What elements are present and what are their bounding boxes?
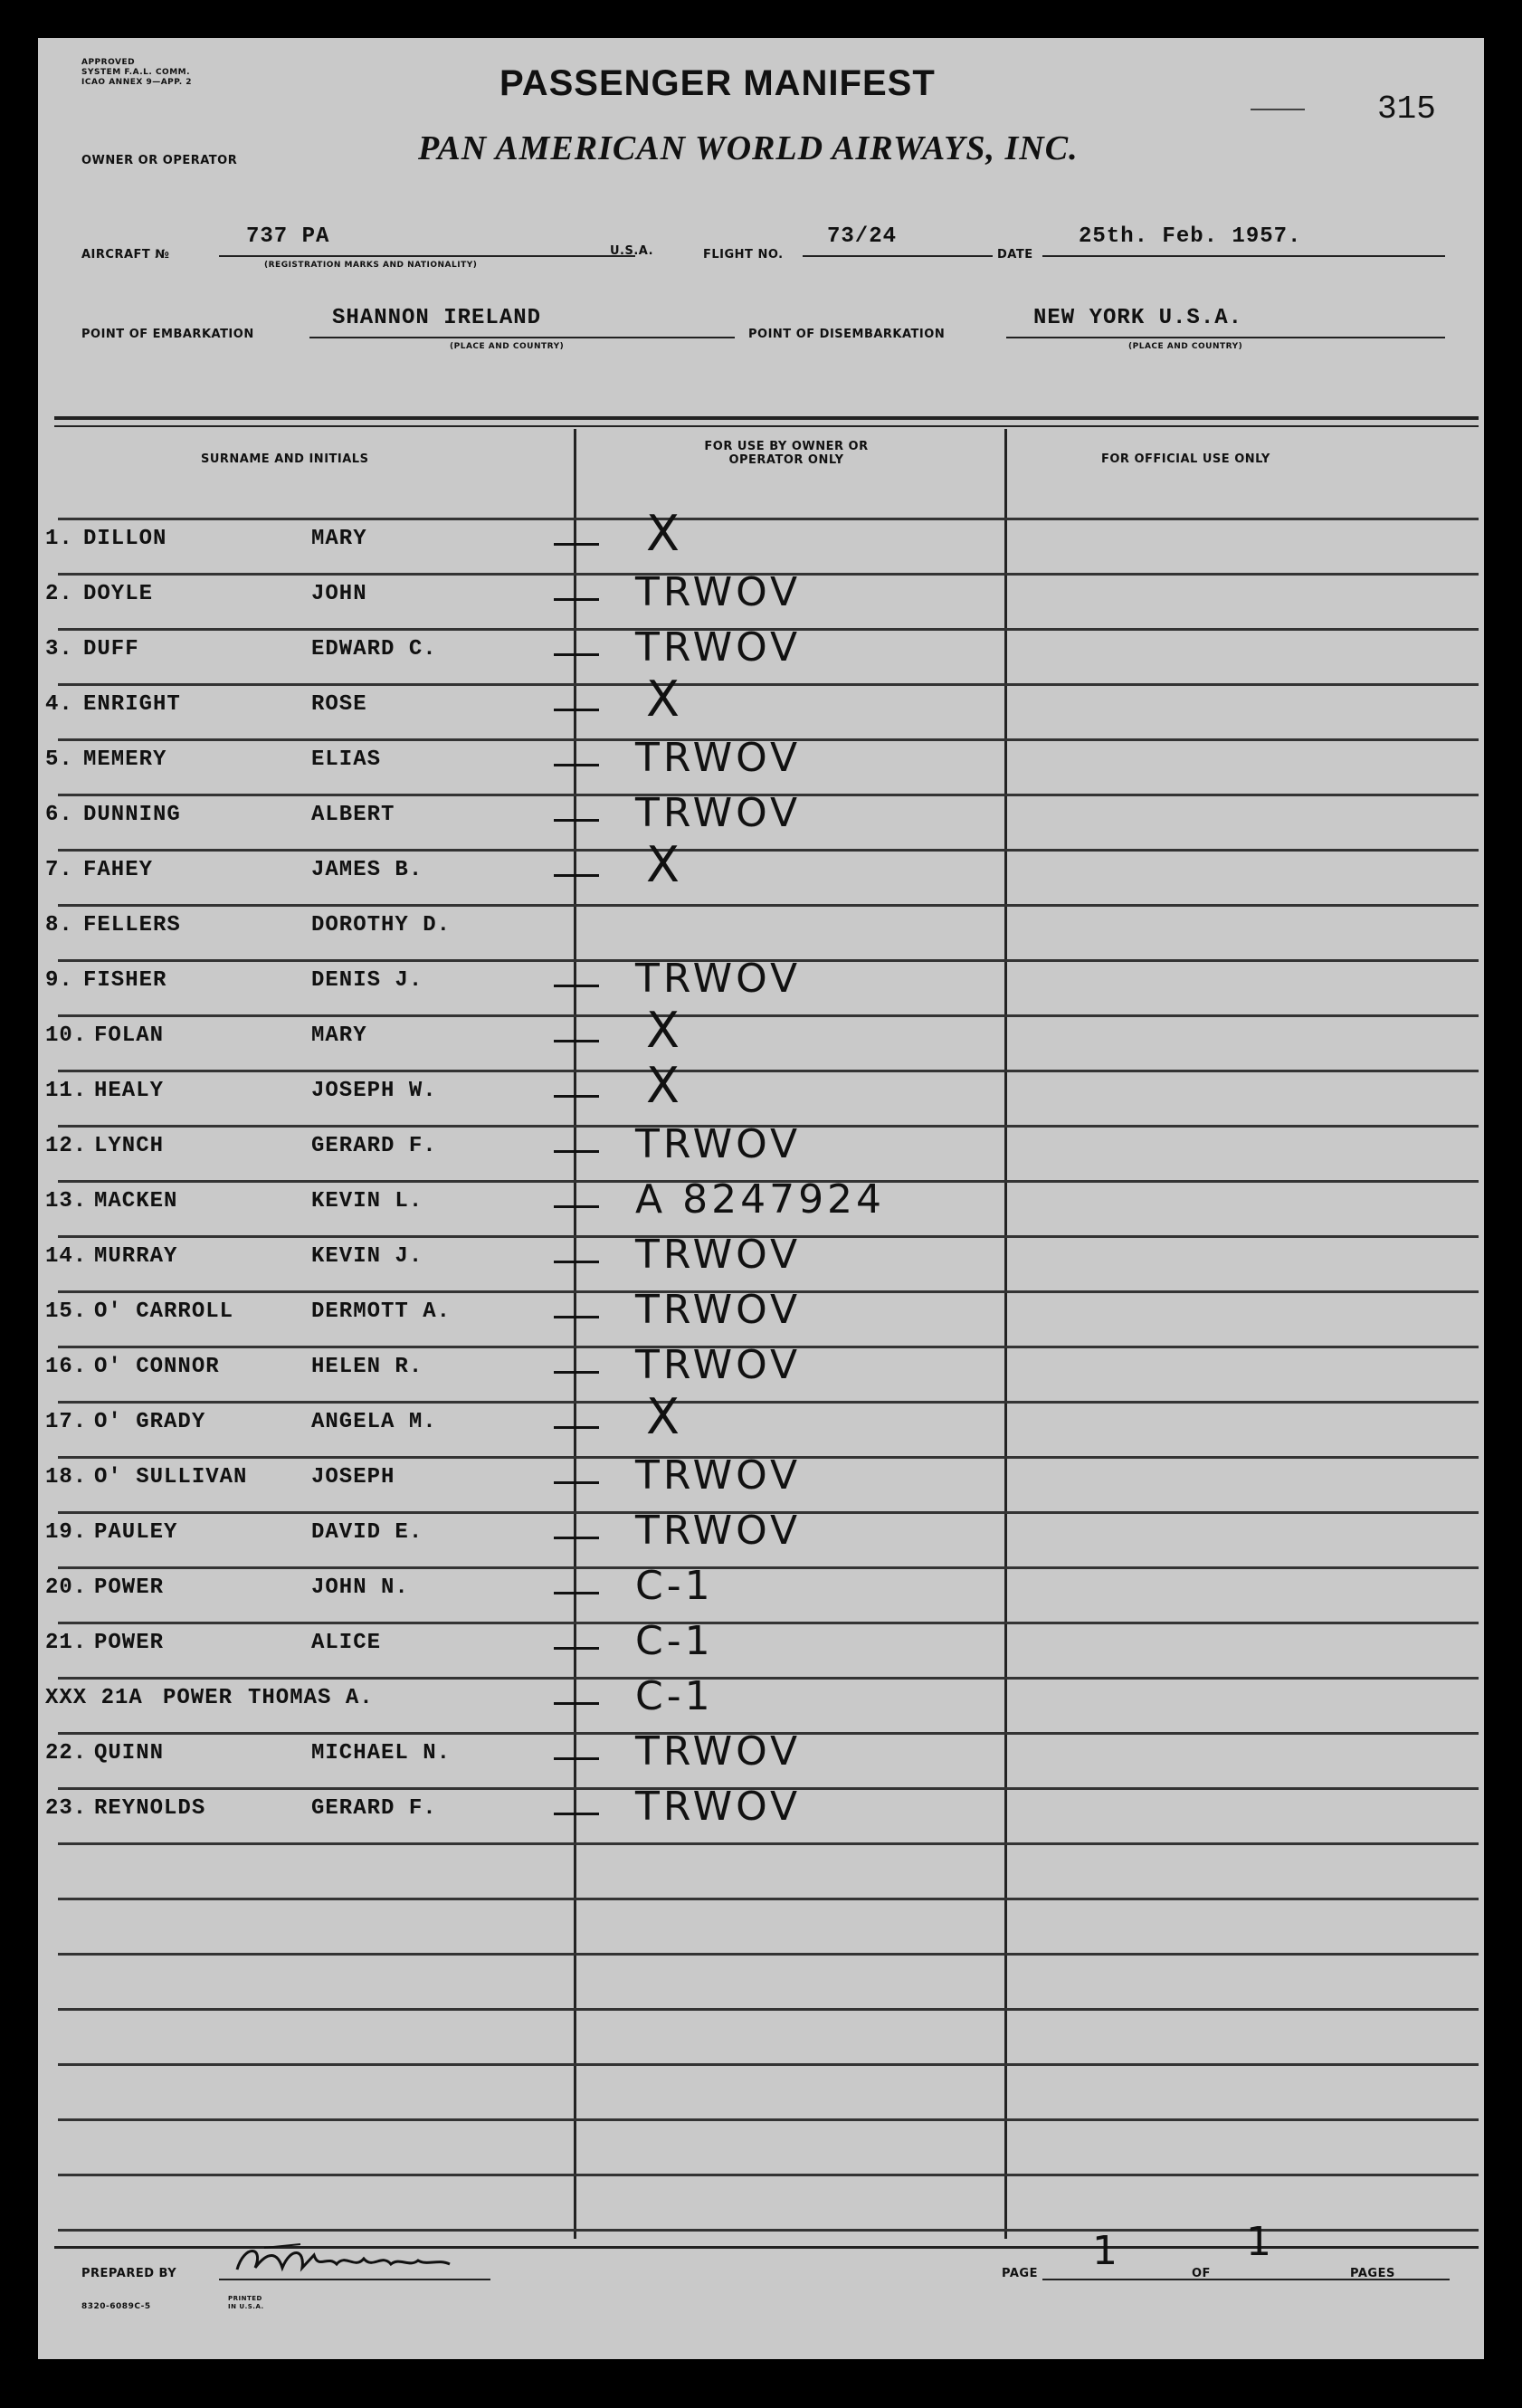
page-label: PAGE <box>1002 2267 1038 2280</box>
passenger-surname: O' GRADY <box>94 1410 206 1434</box>
owner-label: OWNER OR OPERATOR <box>81 154 238 167</box>
passenger-surname: DOYLE <box>83 582 154 606</box>
passenger-number: 12. <box>45 1134 88 1158</box>
passenger-number: 5. <box>45 747 73 772</box>
check-dash <box>554 1261 599 1263</box>
row-rule <box>58 1842 1479 1845</box>
approval-line: ICAO ANNEX 9—APP. 2 <box>81 78 193 87</box>
passenger-given-name: JAMES B. <box>311 858 423 882</box>
passenger-given-name: ALICE <box>311 1631 382 1655</box>
check-dash <box>554 874 599 877</box>
passenger-given-name: KEVIN J. <box>311 1244 423 1269</box>
passenger-surname: REYNOLDS <box>94 1796 206 1821</box>
passenger-number: 18. <box>45 1465 88 1490</box>
of-label: OF <box>1192 2267 1211 2280</box>
check-dash <box>554 598 599 601</box>
passenger-number: 14. <box>45 1244 88 1269</box>
passenger-given-name: JOHN N. <box>311 1575 409 1600</box>
passenger-surname: ENRIGHT <box>83 692 181 717</box>
passenger-surname: QUINN <box>94 1741 165 1766</box>
row-rule <box>58 1070 1479 1072</box>
status-mark: C-1 <box>635 1673 714 1719</box>
form-code: 8320-6089C-5 <box>81 2302 151 2311</box>
passenger-number: 3. <box>45 637 73 661</box>
status-mark: TRWOV <box>635 790 802 836</box>
status-mark: TRWOV <box>635 569 802 615</box>
passenger-given-name: ROSE <box>311 692 367 717</box>
page-title: PASSENGER MANIFEST <box>499 63 936 103</box>
passenger-given-name: MARY <box>311 527 367 551</box>
check-dash <box>554 1592 599 1594</box>
check-dash <box>554 709 599 711</box>
passenger-surname: MEMERY <box>83 747 167 772</box>
status-mark: TRWOV <box>635 1232 802 1278</box>
row-rule <box>58 2008 1479 2011</box>
status-mark: C-1 <box>635 1563 714 1609</box>
passenger-given-name: KEVIN L. <box>311 1189 423 1214</box>
check-dash <box>554 1481 599 1484</box>
passenger-given-name: ALBERT <box>311 803 395 827</box>
row-rule <box>58 2063 1479 2066</box>
passenger-number: 6. <box>45 803 73 827</box>
status-mark: TRWOV <box>635 1121 802 1167</box>
passenger-given-name: THOMAS A. <box>248 1686 374 1710</box>
check-dash <box>554 985 599 987</box>
passenger-given-name: MICHAEL N. <box>311 1741 452 1766</box>
check-dash <box>554 1426 599 1429</box>
passenger-number: 4. <box>45 692 73 717</box>
flight-label: FLIGHT NO. <box>703 248 784 262</box>
status-mark: TRWOV <box>635 1728 802 1775</box>
check-dash <box>554 1371 599 1374</box>
passenger-surname: O' SULLIVAN <box>94 1465 248 1490</box>
passenger-given-name: JOSEPH W. <box>311 1079 437 1103</box>
passenger-given-name: ELIAS <box>311 747 382 772</box>
passenger-surname: MACKEN <box>94 1189 178 1214</box>
passenger-given-name: DOROTHY D. <box>311 913 452 938</box>
passenger-number: 17. <box>45 1410 88 1434</box>
table-top-rule-thin <box>54 425 1479 427</box>
passenger-surname: DUFF <box>83 637 139 661</box>
row-rule <box>58 1622 1479 1624</box>
row-rule <box>58 1677 1479 1680</box>
prepared-rule <box>219 2279 490 2280</box>
status-mark: X <box>646 1057 683 1114</box>
row-rule <box>58 1014 1479 1017</box>
check-dash <box>554 819 599 822</box>
check-dash <box>554 1316 599 1318</box>
disembark-note: (PLACE AND COUNTRY) <box>1128 342 1243 351</box>
passenger-number: 10. <box>45 1023 88 1048</box>
passenger-number: 1. <box>45 527 73 551</box>
check-dash <box>554 764 599 766</box>
passenger-given-name: DAVID E. <box>311 1520 423 1545</box>
row-rule <box>58 1566 1479 1569</box>
page-number: 315 <box>1377 90 1436 128</box>
status-mark: TRWOV <box>635 1287 802 1333</box>
passenger-surname: HEALY <box>94 1079 165 1103</box>
status-mark: X <box>646 836 683 893</box>
passenger-given-name: MARY <box>311 1023 367 1048</box>
passenger-number: 20. <box>45 1575 88 1600</box>
row-rule <box>58 1898 1479 1900</box>
passenger-number: 11. <box>45 1079 88 1103</box>
date-label: DATE <box>997 248 1033 262</box>
status-mark: TRWOV <box>635 735 802 781</box>
status-mark: X <box>646 1388 683 1445</box>
passenger-surname: O' CARROLL <box>94 1299 234 1324</box>
row-rule <box>58 2118 1479 2121</box>
passenger-number: 19. <box>45 1520 88 1545</box>
passenger-surname: POWER <box>94 1631 165 1655</box>
passenger-number: 7. <box>45 858 73 882</box>
prepared-label: PREPARED BY <box>81 2267 177 2280</box>
pages-label: PAGES <box>1350 2267 1395 2280</box>
disembark-rule <box>1006 337 1445 338</box>
row-rule <box>58 849 1479 852</box>
aircraft-value: 737 PA <box>246 224 330 249</box>
check-dash <box>554 1813 599 1815</box>
check-dash <box>554 1647 599 1650</box>
passenger-surname: O' CONNOR <box>94 1355 220 1379</box>
date-rule <box>1042 255 1445 257</box>
status-mark: TRWOV <box>635 1784 802 1830</box>
status-mark: TRWOV <box>635 1342 802 1388</box>
flight-rule <box>803 255 993 257</box>
check-dash <box>554 1040 599 1042</box>
passenger-surname: FAHEY <box>83 858 154 882</box>
passenger-surname: PAULEY <box>94 1520 178 1545</box>
status-mark: C-1 <box>635 1618 714 1664</box>
check-dash <box>554 1095 599 1098</box>
passenger-surname: FISHER <box>83 968 167 993</box>
status-mark: TRWOV <box>635 1452 802 1499</box>
passenger-number: XXX 21A <box>45 1686 143 1710</box>
row-rule <box>58 1953 1479 1956</box>
passenger-number: 16. <box>45 1355 88 1379</box>
passenger-given-name: GERARD F. <box>311 1134 437 1158</box>
disembark-value: NEW YORK U.S.A. <box>1033 306 1243 330</box>
passenger-given-name: JOHN <box>311 582 367 606</box>
status-mark: TRWOV <box>635 956 802 1002</box>
date-value: 25th. Feb. 1957. <box>1079 224 1302 249</box>
passenger-number: 13. <box>45 1189 88 1214</box>
check-dash <box>554 1150 599 1153</box>
row-rule <box>58 904 1479 907</box>
status-mark: TRWOV <box>635 624 802 671</box>
of-value: 1 <box>1246 2219 1275 2265</box>
passenger-surname: MURRAY <box>94 1244 178 1269</box>
check-dash <box>554 653 599 656</box>
embark-label: POINT OF EMBARKATION <box>81 328 254 341</box>
passenger-given-name: HELEN R. <box>311 1355 423 1379</box>
check-dash <box>554 543 599 546</box>
passenger-given-name: GERARD F. <box>311 1796 437 1821</box>
status-mark: TRWOV <box>635 1508 802 1554</box>
col-header-owner: FOR USE BY OWNER OR OPERATOR ONLY <box>704 440 869 467</box>
manifest-page <box>38 38 1484 2359</box>
passenger-given-name: EDWARD C. <box>311 637 437 661</box>
passenger-surname: POWER <box>94 1575 165 1600</box>
col-header-official: FOR OFFICIAL USE ONLY <box>1101 452 1270 466</box>
passenger-number: 2. <box>45 582 73 606</box>
passenger-number: 21. <box>45 1631 88 1655</box>
approval-block <box>81 58 192 88</box>
passenger-given-name: ANGELA M. <box>311 1410 437 1434</box>
passenger-surname: FELLERS <box>83 913 181 938</box>
embark-note: (PLACE AND COUNTRY) <box>450 342 565 351</box>
passenger-given-name: JOSEPH <box>311 1465 395 1490</box>
col-divider-2 <box>1004 429 1007 2239</box>
owner-name: PAN AMERICAN WORLD AIRWAYS, INC. <box>418 129 1079 167</box>
passenger-surname: FOLAN <box>94 1023 165 1048</box>
row-rule <box>58 518 1479 520</box>
aircraft-rule <box>219 255 635 257</box>
page-value: 1 <box>1092 2228 1121 2274</box>
col-divider-1 <box>574 429 576 2239</box>
passenger-surname: DUNNING <box>83 803 181 827</box>
passenger-number: 22. <box>45 1741 88 1766</box>
flight-value: 73/24 <box>827 224 898 249</box>
row-rule <box>58 2174 1479 2176</box>
check-dash <box>554 1757 599 1760</box>
approval-line: APPROVED <box>81 58 136 67</box>
passenger-given-name: DENIS J. <box>311 968 423 993</box>
status-mark: X <box>646 671 683 728</box>
passenger-number: 9. <box>45 968 73 993</box>
passenger-number: 23. <box>45 1796 88 1821</box>
approval-line: SYSTEM F.A.L. COMM. <box>81 68 191 77</box>
disembark-label: POINT OF DISEMBARKATION <box>748 328 946 341</box>
passenger-surname: LYNCH <box>94 1134 165 1158</box>
check-dash <box>554 1702 599 1705</box>
status-mark: X <box>646 505 683 562</box>
status-mark: A 8247924 <box>635 1176 886 1223</box>
embark-value: SHANNON IRELAND <box>332 306 542 330</box>
registration-note: (REGISTRATION MARKS AND NATIONALITY) <box>264 261 478 270</box>
passenger-surname: DILLON <box>83 527 167 551</box>
passenger-given-name: DERMOTT A. <box>311 1299 452 1324</box>
table-top-rule <box>54 416 1479 420</box>
check-dash <box>554 1537 599 1539</box>
passenger-number: 8. <box>45 913 73 938</box>
check-dash <box>554 1205 599 1208</box>
passenger-surname: POWER <box>163 1686 233 1710</box>
status-mark: X <box>646 1002 683 1059</box>
passenger-number: 15. <box>45 1299 88 1324</box>
country-label: U.S.A. <box>610 244 654 258</box>
aircraft-label: AIRCRAFT № <box>81 248 170 262</box>
col-header-names: SURNAME AND INITIALS <box>201 452 369 466</box>
row-rule <box>58 683 1479 686</box>
print-note: PRINTED IN U.S.A. <box>228 2295 264 2310</box>
embark-rule <box>309 337 735 338</box>
page-number-rule <box>1251 109 1305 110</box>
row-rule <box>58 1401 1479 1404</box>
